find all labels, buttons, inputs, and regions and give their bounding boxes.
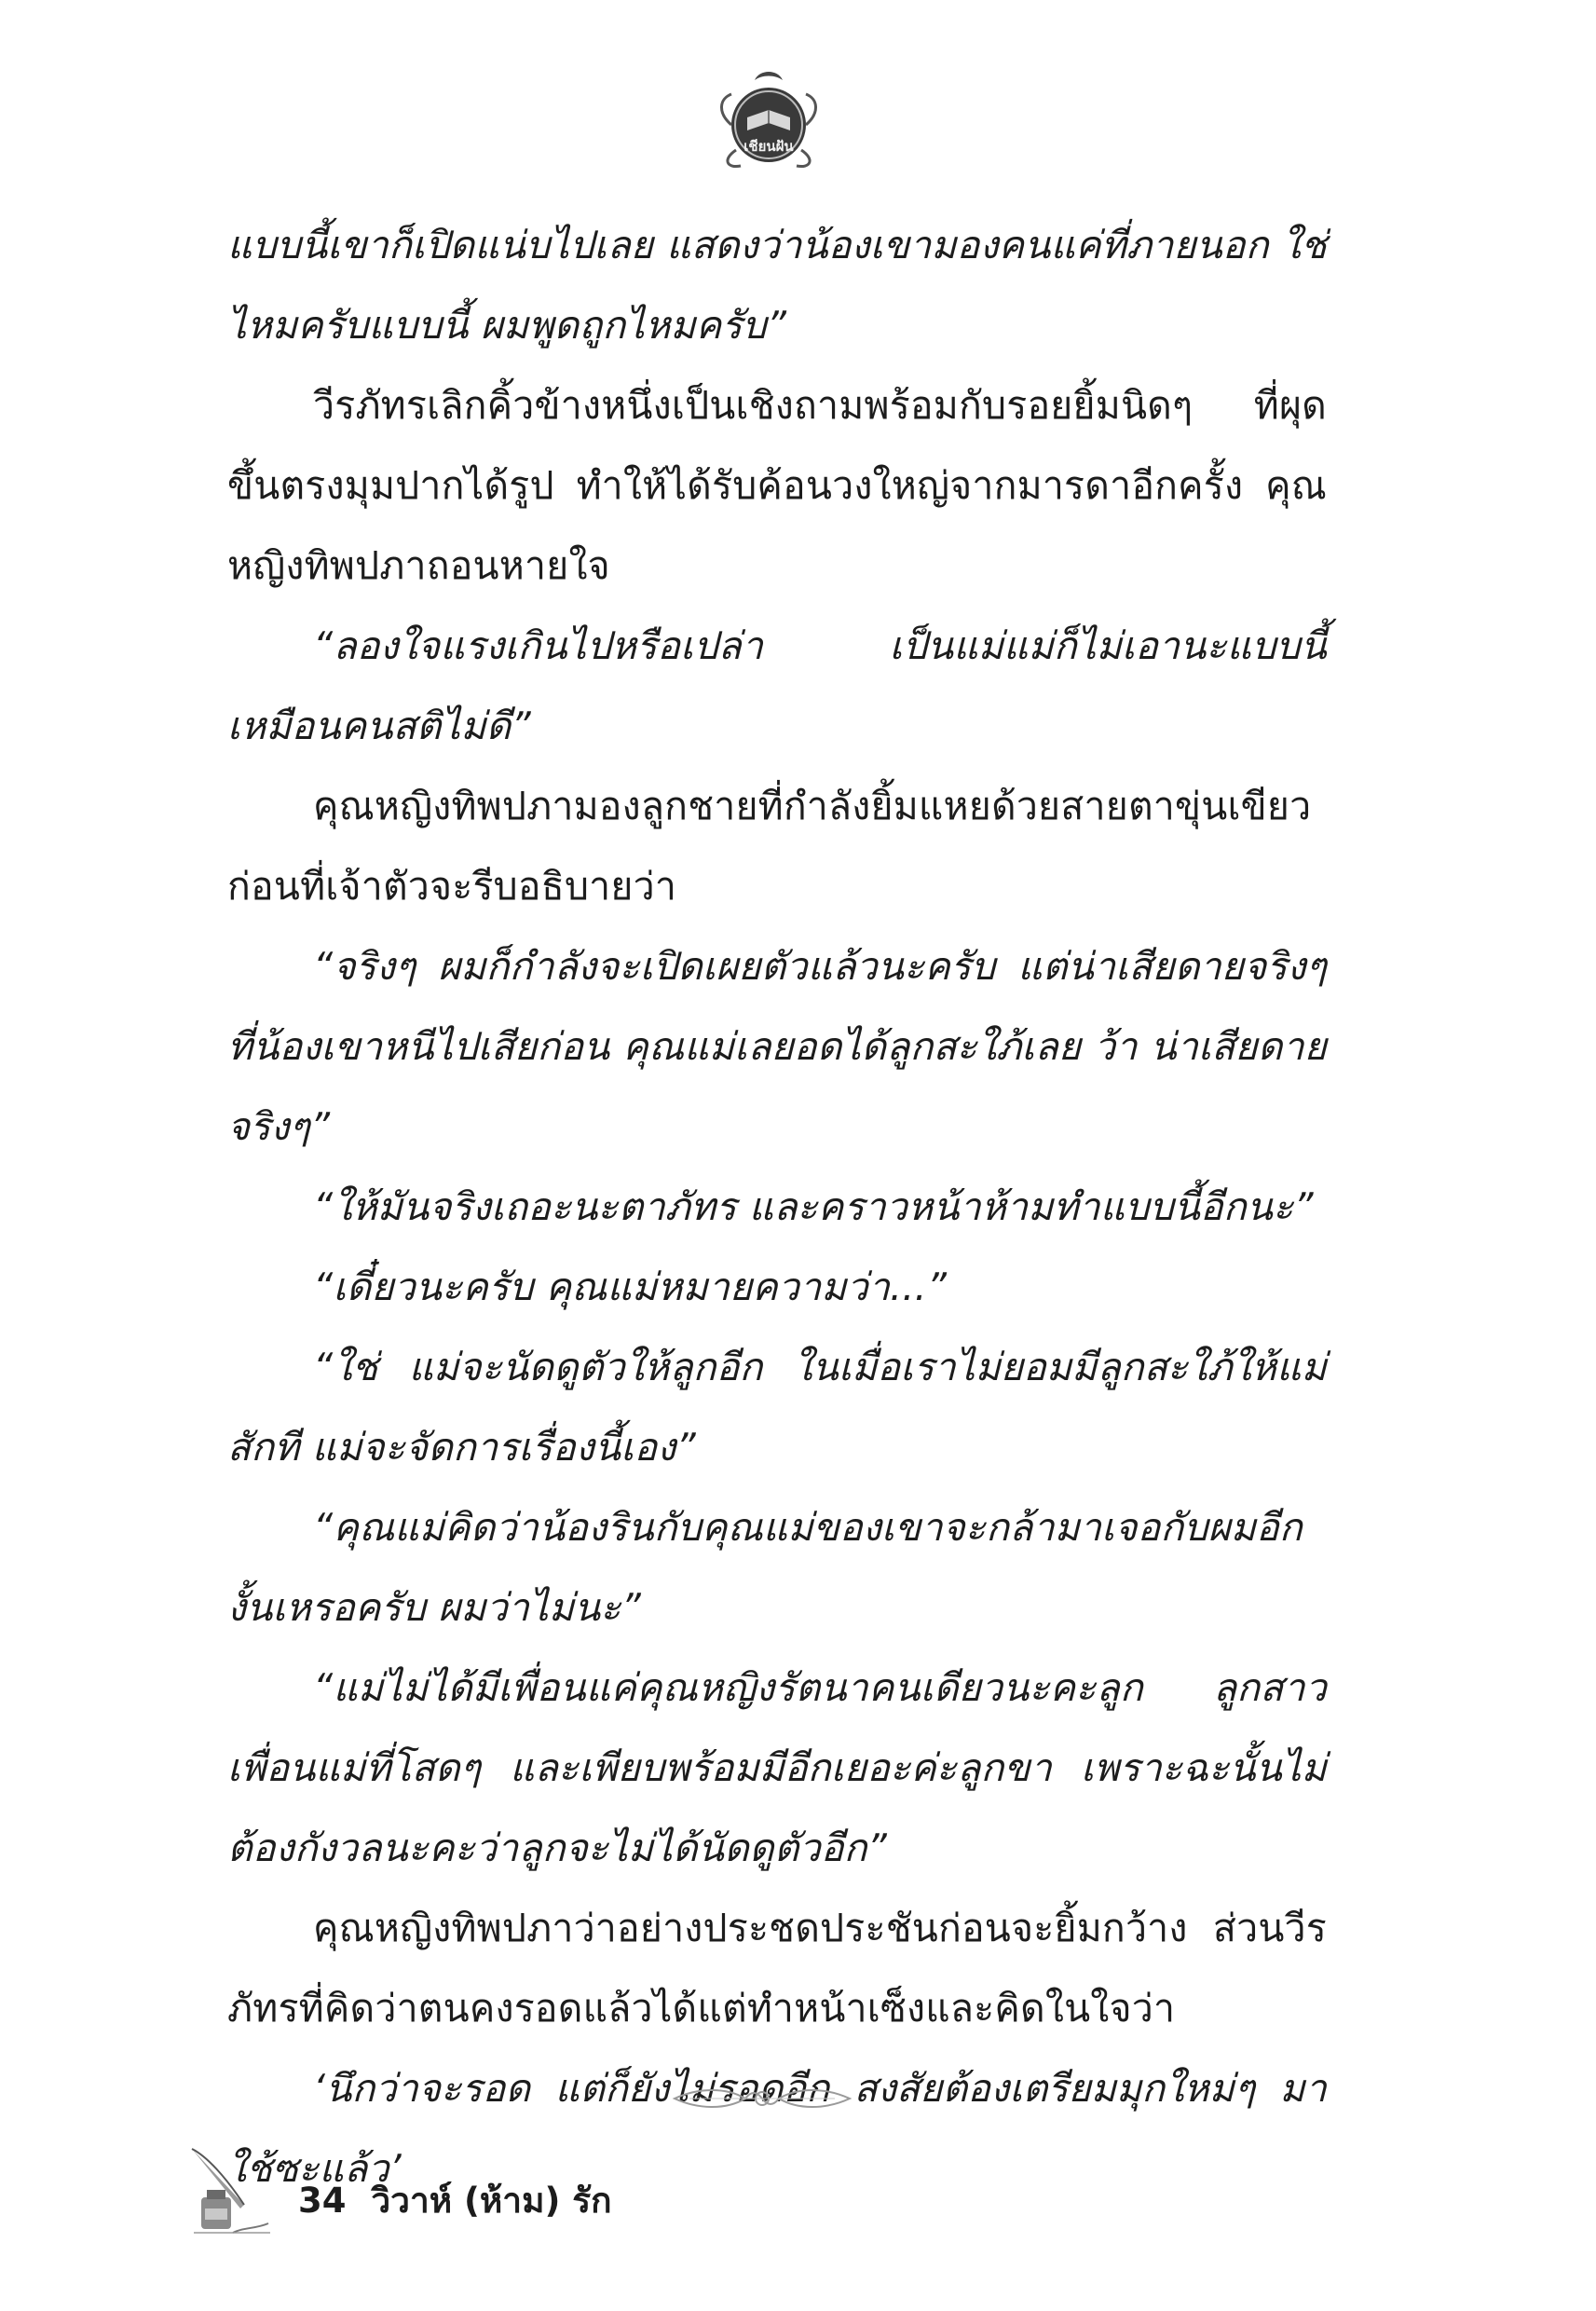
paragraph: “คุณแม่คิดว่าน้องรินกับคุณแม่ของเขาจะกล้ามาเจอกับผมอีกงั้นเหรอครับ ผมว่าไม่นะ” — [227, 1505, 1303, 1630]
page-body — [227, 205, 1327, 2208]
footer-text — [298, 2173, 625, 2228]
paragraph: “ให้มันจริงเถอะนะตาภัทร และคราวหน้าห้ามทำแบบนี้อีกนะ” — [313, 1184, 1314, 1229]
book-title: วิวาห์ (ห้าม) รัก — [371, 2181, 612, 2221]
ink-bottle-quill-icon — [188, 2143, 274, 2236]
paragraph: คุณหญิงทิพปภาว่าอย่างประชดประชันก่อนจะยิ้มกว้าง ส่วนวีรภัทรที่คิดว่าตนคงรอดแล้วได้แต่ทำหน้าเซ็งและคิดในใจว่า — [227, 1906, 1327, 2031]
paragraph: “ใช่ แม่จะนัดดูตัวให้ลูกอีก ในเมื่อเราไม่ยอมมีลูกสะใภ้ให้แม่สักที แม่จะจัดการเรื่องนี้เอง” — [227, 1345, 1327, 1470]
paragraph: “เดี๋ยวนะครับ คุณแม่หมายความว่า...” — [313, 1265, 948, 1309]
ornate-book-emblem-icon — [708, 62, 829, 183]
page-number: 34 — [298, 2181, 347, 2221]
page-footer — [188, 2143, 747, 2236]
paragraph: วีรภัทรเลิกคิ้วข้างหนึ่งเป็นเชิงถามพร้อมกับรอยยิ้มนิดๆ ที่ผุดขึ้นตรงมุมปากได้รูป ทำให้ได้รับค้อนวงใหญ่จากมารดาอีกครั้ง คุณหญิงทิพปภาถอนหายใจ — [227, 383, 1327, 588]
flourish-divider-icon — [671, 2080, 853, 2117]
paragraph: “แม่ไม่ได้มีเพื่อนแค่คุณหญิงรัตนาคนเดียวนะคะลูก ลูกสาวเพื่อนแม่ที่โสดๆ และเพียบพร้อมมีอีกเยอะค่ะลูกขา เพราะฉะนั้นไม่ต้องกังวลนะคะว่าลูกจะไม่ได้นัดดูตัวอีก” — [227, 1665, 1327, 1870]
paragraph: “จริงๆ ผมก็กำลังจะเปิดเผยตัวแล้วนะครับ แต่น่าเสียดายจริงๆ ที่น้องเขาหนีไปเสียก่อน คุณแม่เลยอดได้ลูกสะใภ้เลย ว้า น่าเสียดายจริงๆ” — [227, 944, 1327, 1149]
paragraph: แบบนี้เขาก็เปิดแน่บไปเลย แสดงว่าน้องเขามองคนแค่ที่ภายนอก ใช่ไหมครับแบบนี้ ผมพูดถูกไหมครับ” — [227, 223, 1327, 348]
logo-text: เชียนฝัน — [743, 138, 794, 155]
paragraph: “ลองใจแรงเกินไปหรือเปล่า เป็นแม่แม่ก็ไม่เอานะแบบนี้ เหมือนคนสติไม่ดี” — [227, 623, 1327, 748]
paragraph: ‘นึกว่าจะรอด แต่ก็ยังไม่รอดอีก สงสัยต้องเตรียมมุกใหม่ๆ มาใช้ซะแล้ว’ — [227, 2066, 1327, 2191]
paragraph: คุณหญิงทิพปภามองลูกชายที่กำลังยิ้มแหยด้วยสายตาขุ่นเขียวก่อนที่เจ้าตัวจะรีบอธิบายว่า — [227, 784, 1312, 909]
